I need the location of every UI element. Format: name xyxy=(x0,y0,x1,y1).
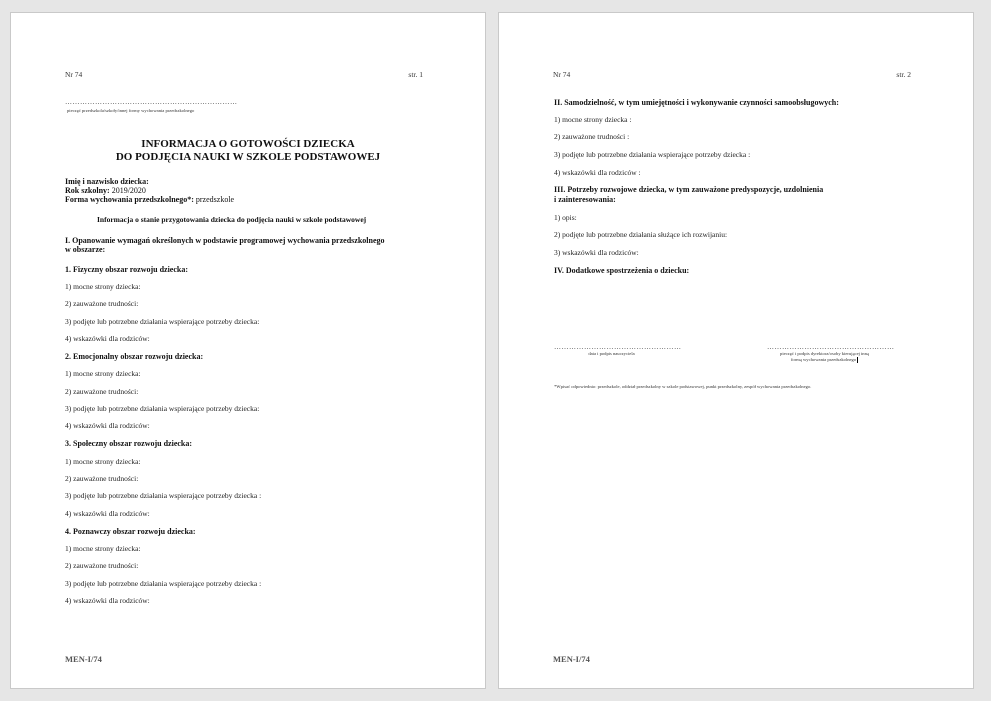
area-2-heading: 2. Emocjonalny obszar rozwoju dziecka: xyxy=(65,352,204,361)
page-index-label: str. 2 xyxy=(896,70,911,79)
area-3-item-1: 1) mocne strony dziecka: xyxy=(65,457,141,466)
section-II-item-4: 4) wskazówki dla rodziców : xyxy=(554,168,641,177)
area-1-item-4: 4) wskazówki dla rodziców: xyxy=(65,334,150,343)
area-2-item-4: 4) wskazówki dla rodziców: xyxy=(65,421,150,430)
school-stamp-caption: pieczęć przedszkola/szkoły/innej formy wychowania przedszkolnego xyxy=(67,108,195,113)
page-number-label: Nr 74 xyxy=(65,70,83,79)
section-III-item-1: 1) opis: xyxy=(554,213,577,222)
area-4-item-4: 4) wskazówki dla rodziców: xyxy=(65,596,150,605)
director-signature-line: …………………………………………… xyxy=(767,343,895,351)
school-stamp-dots: …………………………………………………………… xyxy=(65,98,238,106)
school-year-value: 2019/2020 xyxy=(109,186,146,195)
preschool-form-row xyxy=(65,195,234,204)
document-title-line-2: DO PODJĘCIA NAUKI W SZKOLE PODSTAWOWEJ xyxy=(115,151,381,163)
director-signature-block xyxy=(767,343,895,363)
child-name-label: Imię i nazwisko dziecka: xyxy=(65,177,149,186)
area-3-item-3: 3) podjęte lub potrzebne działania wspierające potrzeby dziecka : xyxy=(65,491,262,500)
page-index-label: str. 1 xyxy=(408,70,423,79)
director-signature-caption-1: pieczęć i podpis dyrektora/osoby kierującej inną xyxy=(780,351,869,356)
area-4-heading: 4. Poznawczy obszar rozwoju dziecka: xyxy=(65,527,196,536)
document-title-line-1: INFORMACJA O GOTOWOŚCI DZIECKA xyxy=(141,138,355,150)
section-II-item-3: 3) podjęte lub potrzebne działania wspierające potrzeby dziecka : xyxy=(554,150,751,159)
director-signature-caption-2-row xyxy=(767,357,882,363)
section-III-item-3: 3) wskazówki dla rodziców: xyxy=(554,248,639,257)
section-II-heading: II. Samodzielność, w tym umiejętności i wykonywanie czynności samoobsługowych: xyxy=(554,98,839,107)
section-IV-heading: IV. Dodatkowe spostrzeżenia o dziecku: xyxy=(554,266,690,275)
area-1-item-2: 2) zauważone trudności: xyxy=(65,299,139,308)
teacher-signature-block xyxy=(554,343,682,357)
section-I-heading-line-1: I. Opanowanie wymagań określonych w podstawie programowej wychowania przedszkolnego xyxy=(65,236,385,245)
director-signature-caption-2: formą wychowania przedszkolnego xyxy=(790,357,857,363)
area-4-item-3: 3) podjęte lub potrzebne działania wspierające potrzeby dziecka : xyxy=(65,579,262,588)
intro-heading: Informacja o stanie przygotowania dziecka do podjęcia nauki w szkole podstawowej xyxy=(97,215,367,224)
area-3-item-4: 4) wskazówki dla rodziców: xyxy=(65,509,150,518)
preschool-form-label: Forma wychowania przedszkolnego*: xyxy=(65,195,194,204)
area-2-item-1: 1) mocne strony dziecka: xyxy=(65,369,141,378)
form-code-footer: MEN-I/74 xyxy=(553,654,590,664)
text-cursor xyxy=(857,357,858,363)
area-4-item-2: 2) zauważone trudności: xyxy=(65,561,139,570)
school-year-label: Rok szkolny: xyxy=(65,186,110,195)
area-1-heading: 1. Fizyczny obszar rozwoju dziecka: xyxy=(65,265,189,274)
section-I-heading-line-2: w obszarze: xyxy=(65,245,106,254)
section-III-heading-line-2: i zainteresowania: xyxy=(554,195,616,204)
section-II-item-2: 2) zauważone trudności : xyxy=(554,132,630,141)
school-year-row xyxy=(65,186,146,195)
area-3-item-2: 2) zauważone trudności: xyxy=(65,474,139,483)
teacher-signature-caption: data i podpis nauczyciela xyxy=(588,351,635,356)
document-page-1 xyxy=(10,12,486,689)
document-page-2 xyxy=(498,12,974,689)
page-number-label: Nr 74 xyxy=(553,70,571,79)
footnote: *Wpisać odpowiednio: przedszkole, oddział przedszkolny w szkole podstawowej, punkt przedszkolny, zespół wychowania przedszkolnego. xyxy=(554,384,812,389)
area-4-item-1: 1) mocne strony dziecka: xyxy=(65,544,141,553)
area-2-item-2: 2) zauważone trudności: xyxy=(65,387,139,396)
form-code-footer: MEN-I/74 xyxy=(65,654,102,664)
area-2-item-3: 3) podjęte lub potrzebne działania wspierające potrzeby dziecka: xyxy=(65,404,260,413)
section-III-item-2: 2) podjęte lub potrzebne działania służące ich rozwijaniu: xyxy=(554,230,728,239)
area-1-item-3: 3) podjęte lub potrzebne działania wspierające potrzeby dziecka: xyxy=(65,317,260,326)
teacher-signature-line: …………………………………………… xyxy=(554,343,682,351)
area-1-item-1: 1) mocne strony dziecka: xyxy=(65,282,141,291)
section-II-item-1: 1) mocne strony dziecka : xyxy=(554,115,632,124)
preschool-form-value: przedszkole xyxy=(193,195,235,204)
section-III-heading-line-1: III. Potrzeby rozwojowe dziecka, w tym zauważone predyspozycje, uzdolnienia xyxy=(554,185,824,194)
area-3-heading: 3. Społeczny obszar rozwoju dziecka: xyxy=(65,439,193,448)
